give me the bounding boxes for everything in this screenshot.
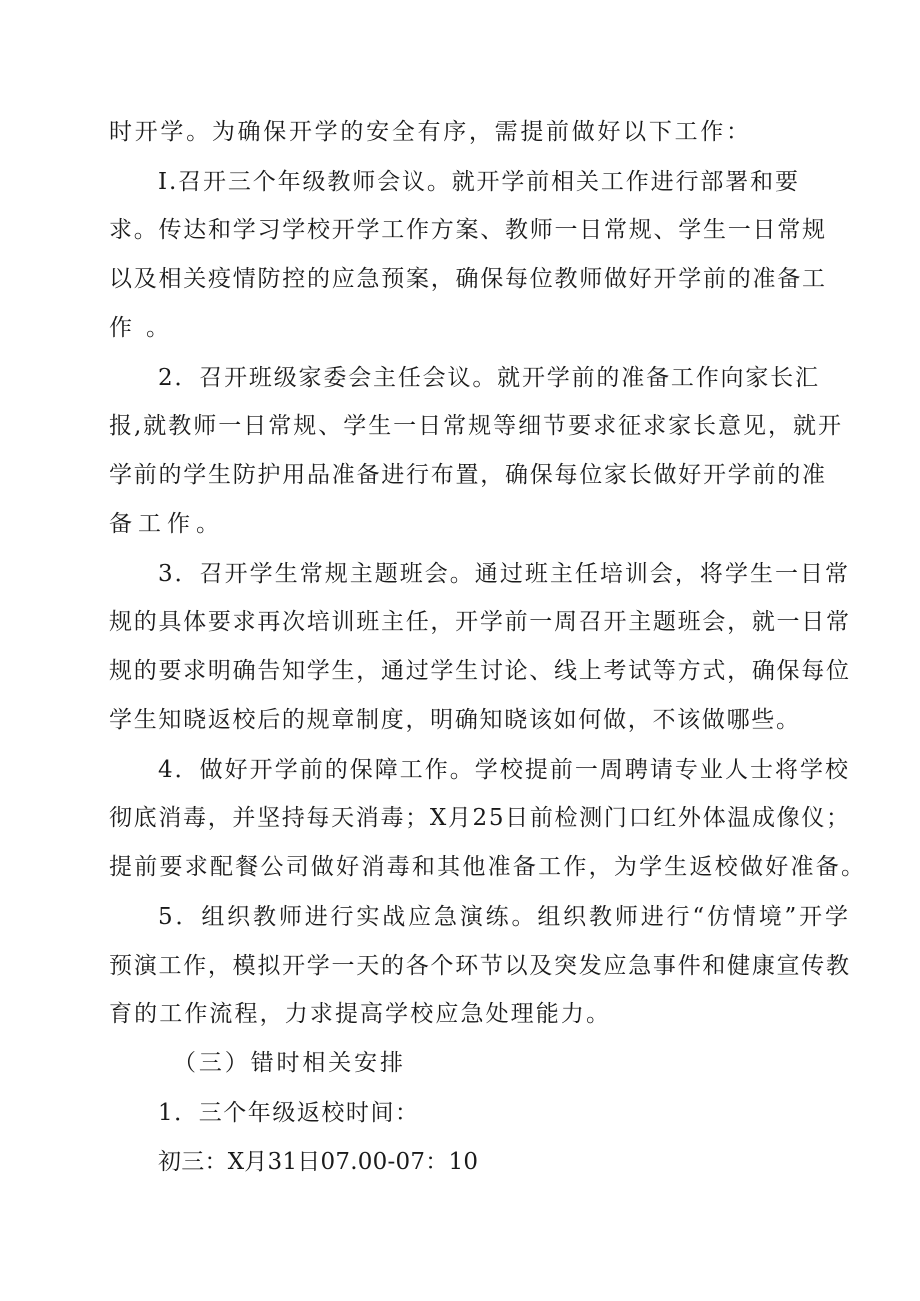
text-line: 备工作。 [109, 511, 225, 537]
list-item-3-heading: 3．召开学生常规主题班会。通过班主任培训会，将学生一日常 [158, 561, 851, 587]
text-line: 以及相关疫情防控的应急预案，确保每位教师做好开学前的准备工 [109, 266, 827, 292]
text-line: 作。 [109, 315, 183, 341]
subsection-heading: 1．三个年级返校时间： [158, 1100, 420, 1126]
text-line: 求。传达和学习学校开学工作方案、教师一日常规、学生一日常规 [109, 217, 827, 243]
text-line: 预演工作，模拟开学一天的各个环节以及突发应急事件和健康宣传教 [109, 953, 851, 979]
section-heading: （三）错时相关安排 [173, 1050, 406, 1076]
text-line: 规的具体要求再次培训班主任，开学前一周召开主题班会，就一日常 [109, 609, 851, 635]
text-line: 学生知晓返校后的规章制度，明确知晓该如何做，不该做哪些。 [109, 707, 801, 733]
text-line: 彻底消毒，并坚持每天消毒；X月25日前检测门口红外体温成像仪； [109, 805, 851, 831]
text-line: 报,就教师一日常规、学生一日常规等细节要求征求家长意见，就开 [109, 413, 843, 439]
schedule-line: 初三：X月31日07.00-07：10 [158, 1149, 479, 1175]
list-item-2-heading: 2．召开班级家委会主任会议。就开学前的准备工作向家长汇 [158, 365, 820, 391]
text-line: 育的工作流程，力求提高学校应急处理能力。 [109, 1001, 612, 1027]
list-item-1-heading: I.召开三个年级教师会议。就开学前相关工作进行部署和要 [158, 169, 800, 195]
text-line: 规的要求明确告知学生，通过学生讨论、线上考试等方式，确保每位 [109, 658, 851, 684]
list-item-4-heading: 4．做好开学前的保障工作。学校提前一周聘请专业人士将学校 [158, 757, 851, 783]
list-item-5-heading: 5．组织教师进行实战应急演练。组织教师进行“仿情境”开学 [158, 904, 851, 930]
text-line: 学前的学生防护用品准备进行布置，确保每位家长做好开学前的准 [109, 462, 827, 488]
text-line: 时开学。为确保开学的安全有序，需提前做好以下工作： [109, 119, 752, 145]
text-line: 提前要求配餐公司做好消毒和其他准备工作，为学生返校做好准备。 [109, 854, 867, 880]
